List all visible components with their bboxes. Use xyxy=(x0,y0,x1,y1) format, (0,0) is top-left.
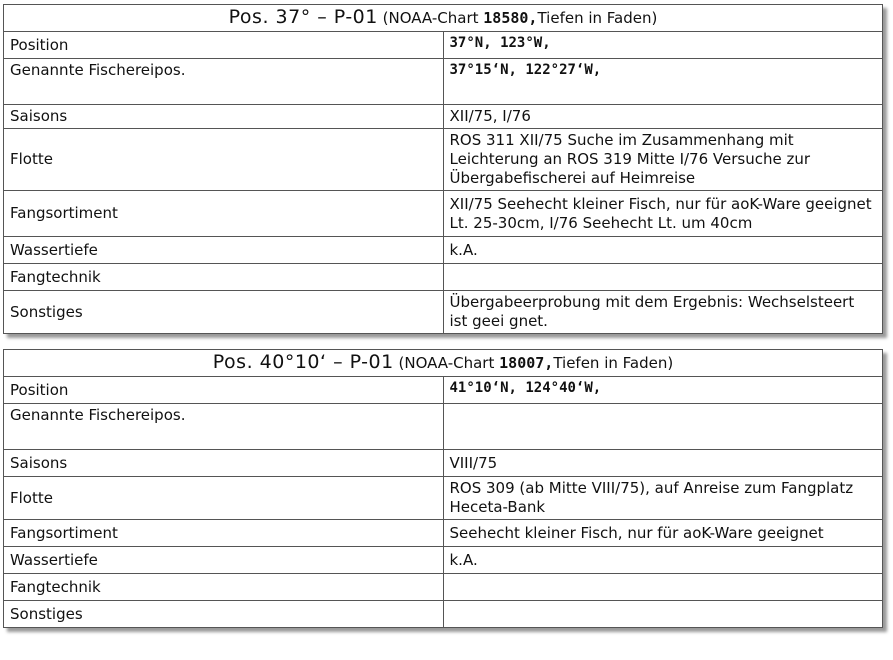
table-row xyxy=(4,59,883,105)
table-row xyxy=(4,237,883,264)
chart-prefix: (NOAA-Chart xyxy=(382,9,479,27)
row-value-saisons: XII/75, I/76 xyxy=(443,105,883,129)
row-value-wassertiefe: k.A. xyxy=(443,547,883,574)
row-value-fangtechnik xyxy=(443,264,883,291)
table-title xyxy=(4,5,883,32)
table-header-row xyxy=(4,350,883,377)
row-value-fangtechnik xyxy=(443,574,883,601)
row-label-saisons: Saisons xyxy=(4,450,444,477)
row-label-genannte: Genannte Fischereipos. xyxy=(4,59,444,105)
position-title: Pos. 40°10‘ – P-01 xyxy=(212,351,394,373)
table-row xyxy=(4,191,883,237)
table-row xyxy=(4,264,883,291)
table-row xyxy=(4,32,883,59)
row-label-fangtechnik: Fangtechnik xyxy=(4,264,444,291)
table-row xyxy=(4,450,883,477)
table-row xyxy=(4,404,883,450)
row-label-fangtechnik: Fangtechnik xyxy=(4,574,444,601)
row-label-sonstiges: Sonstiges xyxy=(4,601,444,628)
position-table-2 xyxy=(3,349,883,628)
row-label-fangsortiment: Fangsortiment xyxy=(4,520,444,547)
row-value-fangsortiment: XII/75 Seehecht kleiner Fisch, nur für aoK-Ware geeignet Lt. 25-30cm, I/76 Seehecht Lt. um 40cm xyxy=(443,191,883,237)
row-value-genannte xyxy=(443,404,883,450)
row-label-flotte: Flotte xyxy=(4,129,444,191)
chart-suffix: Tiefen in Faden) xyxy=(553,354,674,372)
row-value-sonstiges xyxy=(443,601,883,628)
row-label-genannte: Genannte Fischereipos. xyxy=(4,404,444,450)
table-row xyxy=(4,105,883,129)
chart-suffix: Tiefen in Faden) xyxy=(537,9,658,27)
row-value-sonstiges: Übergabeerprobung mit dem Ergebnis: Wechselsteert ist geei gnet. xyxy=(443,291,883,334)
table-row xyxy=(4,477,883,520)
table-row xyxy=(4,377,883,404)
row-value-flotte: ROS 309 (ab Mitte VIII/75), auf Anreise zum Fangplatz Heceta-Bank xyxy=(443,477,883,520)
row-value-genannte: 37°15‘N, 122°27‘W, xyxy=(443,59,883,105)
row-label-sonstiges: Sonstiges xyxy=(4,291,444,334)
table-row xyxy=(4,547,883,574)
table-row xyxy=(4,601,883,628)
row-value-saisons: VIII/75 xyxy=(443,450,883,477)
chart-number: 18580, xyxy=(483,9,538,27)
chart-number: 18007, xyxy=(499,354,554,372)
table-row xyxy=(4,129,883,191)
row-value-fangsortiment: Seehecht kleiner Fisch, nur für aoK-Ware geeignet xyxy=(443,520,883,547)
table-row xyxy=(4,520,883,547)
row-label-flotte: Flotte xyxy=(4,477,444,520)
row-value-wassertiefe: k.A. xyxy=(443,237,883,264)
position-title: Pos. 37° – P-01 xyxy=(228,6,378,28)
table-row xyxy=(4,574,883,601)
row-label-wassertiefe: Wassertiefe xyxy=(4,547,444,574)
row-label-position: Position xyxy=(4,377,444,404)
chart-prefix: (NOAA-Chart xyxy=(398,354,495,372)
row-value-flotte: ROS 311 XII/75 Suche im Zusammenhang mit Leichterung an ROS 319 Mitte I/76 Versuche zur Übergabefischerei auf Heimreise xyxy=(443,129,883,191)
row-label-position: Position xyxy=(4,32,444,59)
row-value-position: 41°10‘N, 124°40‘W, xyxy=(443,377,883,404)
row-label-wassertiefe: Wassertiefe xyxy=(4,237,444,264)
table-header-row xyxy=(4,5,883,32)
row-label-fangsortiment: Fangsortiment xyxy=(4,191,444,237)
row-value-position: 37°N, 123°W, xyxy=(443,32,883,59)
table-title xyxy=(4,350,883,377)
row-label-saisons: Saisons xyxy=(4,105,444,129)
position-table-1 xyxy=(3,4,883,334)
table-row xyxy=(4,291,883,334)
